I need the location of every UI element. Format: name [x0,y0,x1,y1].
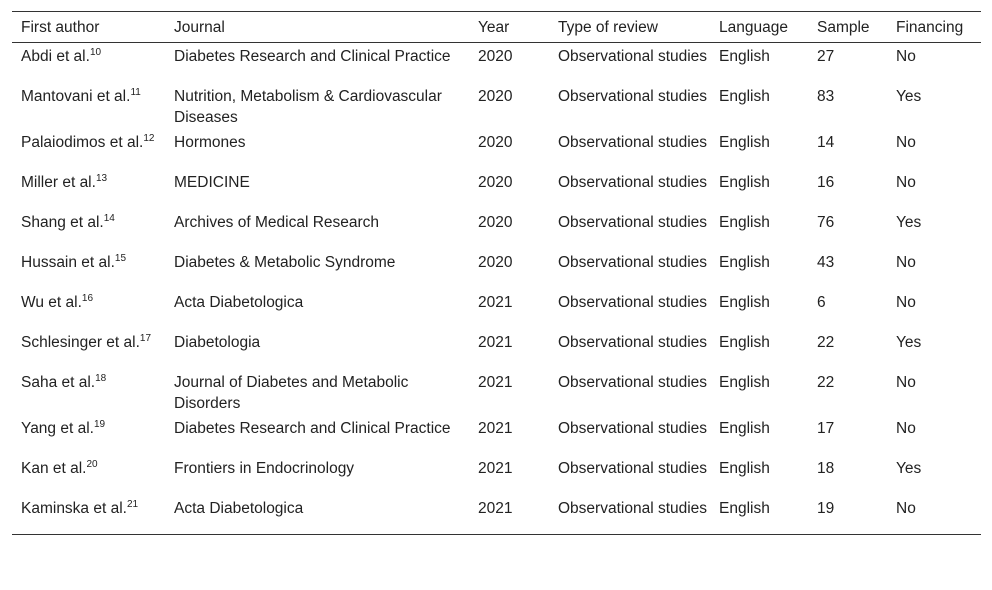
cell-first-author-text: Kan et al. [21,459,87,477]
cell-first-author-text: Abdi et al. [21,48,90,65]
cell-sample [808,129,887,169]
cell-sample [808,83,887,129]
cell-first-author [12,329,165,369]
cell-year [469,169,549,209]
cell-financing [887,415,981,455]
cell-financing [887,83,981,129]
cell-journal [165,129,469,169]
cell-year-text: 2021 [478,499,513,517]
cell-type-of-review-text: Observational studies [558,333,708,351]
cell-sample-text: 83 [817,87,835,105]
cell-year-text: 2021 [478,333,513,351]
cell-year-text: 2020 [478,213,513,231]
cell-journal-text: Diabetes Research and Clinical Practice [174,419,451,437]
cell-first-author [12,169,165,209]
studies-table-container [12,11,981,535]
cell-financing-text: No [896,253,916,271]
cell-journal-text: Acta Diabetologica [174,499,304,517]
cell-financing-text: No [896,173,916,191]
cell-sample-text: 22 [817,333,835,351]
cell-sample [808,415,887,455]
cell-sample-text: 22 [817,373,835,391]
cell-language [710,249,808,289]
cell-first-author-text: Hussain et al. [21,253,115,271]
cell-sample [808,209,887,249]
cell-sample [808,329,887,369]
cell-first-author [12,369,165,415]
cell-type-of-review-text: Observational studies [558,48,708,65]
cell-journal [165,369,469,415]
cell-language-text: English [719,293,770,311]
cell-type-of-review [549,329,710,369]
cell-language [710,329,808,369]
cell-language [710,495,808,535]
cell-language-text: English [719,459,770,477]
header-type-of-review: Type of review [549,12,710,43]
cell-year [469,455,549,495]
cell-sample-text: 17 [817,419,835,437]
cell-year-text: 2020 [478,87,513,105]
cell-language-text: English [719,419,770,437]
cell-financing [887,169,981,209]
cell-language-text: English [719,48,770,65]
cell-year-text: 2021 [478,459,513,477]
cell-first-author [12,249,165,289]
cell-type-of-review [549,43,710,83]
reference-superscript: 15 [114,252,127,264]
table-row [12,415,981,455]
cell-year [469,289,549,329]
cell-journal-text: MEDICINE [174,173,250,191]
cell-sample [808,369,887,415]
cell-journal-text: Hormones [174,133,246,151]
reference-superscript: 16 [81,292,94,304]
cell-language [710,129,808,169]
cell-financing [887,249,981,289]
cell-year [469,415,549,455]
cell-year-text: 2021 [478,293,513,311]
table-row [12,249,981,289]
cell-financing-text: No [896,499,916,517]
cell-type-of-review-text: Observational studies [558,459,708,477]
table-row [12,83,981,129]
cell-journal-text: Diabetes & Metabolic Syndrome [174,253,396,271]
cell-journal-text: Frontiers in Endocrinology [174,459,355,477]
cell-sample-text: 16 [817,173,835,191]
cell-language [710,83,808,129]
table-row [12,455,981,495]
cell-year [469,329,549,369]
cell-type-of-review-text: Observational studies [558,133,708,151]
cell-financing-text: Yes [896,333,922,351]
cell-financing [887,289,981,329]
cell-sample-text: 14 [817,133,835,151]
cell-sample-text: 6 [817,293,826,311]
cell-journal-text: Diabetologia [174,333,261,351]
cell-year-text: 2020 [478,173,513,191]
cell-sample-text: 76 [817,213,835,231]
cell-sample-text: 27 [817,48,835,65]
cell-sample-text: 43 [817,253,835,271]
cell-year-text: 2021 [478,373,513,391]
cell-first-author [12,455,165,495]
cell-type-of-review-text: Observational studies [558,173,708,191]
cell-language-text: English [719,213,770,231]
cell-sample [808,495,887,535]
cell-journal-text: Acta Diabetologica [174,293,304,311]
studies-table [12,11,981,535]
cell-year [469,209,549,249]
cell-financing [887,129,981,169]
cell-type-of-review-text: Observational studies [558,419,708,437]
cell-sample [808,43,887,83]
cell-financing-text: No [896,133,916,151]
reference-superscript: 18 [95,372,107,384]
reference-superscript: 19 [93,418,106,430]
cell-financing [887,209,981,249]
cell-journal-text: Diabetes Research and Clinical Practice [174,48,451,65]
cell-sample-text: 19 [817,499,835,517]
cell-type-of-review [549,169,710,209]
cell-financing-text: No [896,419,916,437]
cell-financing-text: No [896,373,916,391]
table-row [12,289,981,329]
cell-type-of-review-text: Observational studies [558,87,708,105]
cell-sample [808,249,887,289]
reference-superscript: 12 [143,132,155,144]
table-row [12,129,981,169]
cell-first-author [12,83,165,129]
cell-language-text: English [719,253,770,271]
cell-first-author [12,43,165,83]
table-row [12,495,981,535]
cell-language [710,289,808,329]
cell-journal-text: Nutrition, Metabolism & Cardiovascular Diseases [174,87,442,126]
cell-year [469,495,549,535]
cell-financing-text: Yes [896,213,922,231]
cell-financing [887,495,981,535]
cell-journal [165,209,469,249]
cell-financing [887,43,981,83]
table-row [12,43,981,83]
cell-first-author [12,209,165,249]
reference-superscript: 11 [130,86,141,98]
cell-financing [887,455,981,495]
cell-language [710,43,808,83]
table-row [12,369,981,415]
cell-language-text: English [719,173,770,191]
cell-type-of-review-text: Observational studies [558,373,708,391]
cell-journal [165,415,469,455]
cell-type-of-review-text: Observational studies [558,499,708,517]
cell-language-text: English [719,333,770,351]
cell-first-author-text: Saha et al. [21,373,96,391]
cell-year [469,249,549,289]
cell-journal [165,43,469,83]
cell-type-of-review [549,455,710,495]
header-journal: Journal [165,12,469,43]
cell-journal [165,249,469,289]
table-header-row [12,12,981,43]
cell-first-author-text: Schlesinger et al. [21,333,140,351]
reference-superscript: 20 [86,458,98,470]
cell-financing [887,369,981,415]
cell-first-author-text: Kaminska et al. [21,499,127,517]
cell-journal [165,169,469,209]
cell-journal-text: Journal of Diabetes and Metabolic Disorders [174,373,409,412]
header-language: Language [710,12,808,43]
cell-financing-text: No [896,293,916,311]
cell-sample [808,169,887,209]
cell-type-of-review [549,369,710,415]
cell-type-of-review-text: Observational studies [558,293,708,311]
cell-first-author-text: Miller et al. [21,173,96,191]
cell-type-of-review [549,83,710,129]
cell-sample-text: 18 [817,459,835,477]
cell-language [710,169,808,209]
cell-sample [808,455,887,495]
reference-superscript: 21 [126,498,139,510]
cell-financing-text: Yes [896,459,922,477]
cell-language-text: English [719,499,770,517]
cell-type-of-review [549,415,710,455]
table-row [12,169,981,209]
cell-year [469,369,549,415]
cell-type-of-review [549,495,710,535]
cell-financing-text: No [896,48,916,65]
cell-first-author [12,289,165,329]
cell-first-author [12,129,165,169]
cell-journal-text: Archives of Medical Research [174,213,380,231]
table-row [12,329,981,369]
cell-journal [165,289,469,329]
cell-type-of-review [549,209,710,249]
cell-sample [808,289,887,329]
reference-superscript: 10 [89,47,102,58]
cell-language [710,209,808,249]
cell-year-text: 2020 [478,133,513,151]
cell-first-author-text: Shang et al. [21,213,104,231]
cell-language-text: English [719,373,770,391]
cell-journal [165,83,469,129]
header-financing: Financing [887,12,981,43]
cell-first-author-text: Mantovani et al. [21,87,131,105]
cell-financing [887,329,981,369]
cell-year [469,129,549,169]
cell-journal [165,455,469,495]
header-year: Year [469,12,549,43]
cell-year-text: 2020 [478,48,513,65]
reference-superscript: 14 [103,212,115,224]
cell-first-author-text: Wu et al. [21,293,82,311]
cell-year [469,43,549,83]
reference-superscript: 13 [95,172,108,184]
cell-type-of-review [549,129,710,169]
cell-year-text: 2020 [478,253,513,271]
cell-journal [165,495,469,535]
reference-superscript: 17 [139,332,152,344]
table-row [12,209,981,249]
cell-journal [165,329,469,369]
cell-language-text: English [719,133,770,151]
cell-first-author [12,415,165,455]
header-first-author: First author [12,12,165,43]
cell-language [710,369,808,415]
cell-first-author-text: Yang et al. [21,419,94,437]
cell-financing-text: Yes [896,87,922,105]
cell-language-text: English [719,87,770,105]
cell-language [710,455,808,495]
cell-language [710,415,808,455]
cell-year-text: 2021 [478,419,513,437]
cell-type-of-review-text: Observational studies [558,213,708,231]
cell-type-of-review-text: Observational studies [558,253,708,271]
cell-type-of-review [549,289,710,329]
cell-year [469,83,549,129]
cell-first-author-text: Palaiodimos et al. [21,133,144,151]
cell-first-author [12,495,165,535]
header-sample: Sample [808,12,887,43]
cell-type-of-review [549,249,710,289]
